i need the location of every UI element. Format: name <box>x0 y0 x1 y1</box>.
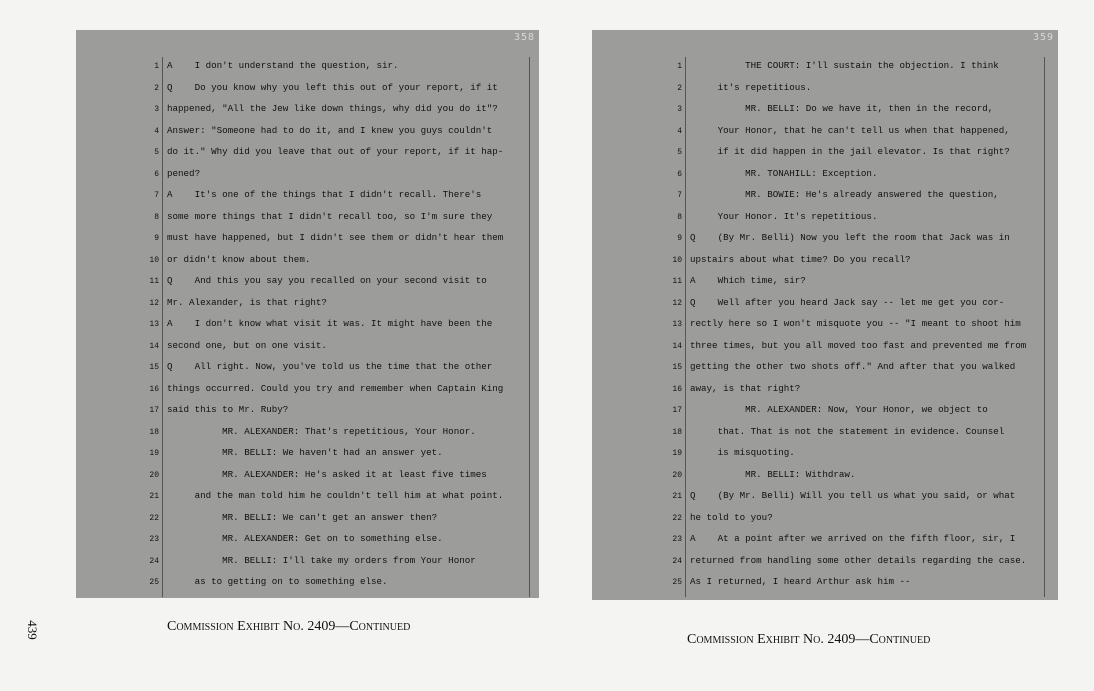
line-text: MR. TONAHILL: Exception. <box>690 167 878 179</box>
transcript-line <box>677 229 1044 251</box>
transcript-line <box>149 315 529 337</box>
line-text: MR. BELLI: Do we have it, then in the record, <box>690 103 994 114</box>
line-text: away, is that right? <box>690 382 801 394</box>
right-transcript-page <box>592 30 1058 600</box>
line-number: 14 <box>672 341 682 351</box>
transcript-line <box>149 272 529 294</box>
line-text: pened? <box>167 167 201 179</box>
line-text: if it did happen in the jail elevator. Is that right? <box>690 146 1010 157</box>
line-text: getting the other two shots off." And after that you walked <box>690 361 1016 372</box>
line-text: A It's one of the things that I didn't recall. There's <box>167 189 482 200</box>
transcript-line <box>672 530 1044 552</box>
line-text: and the man told him he couldn't tell him at what point. <box>167 490 504 501</box>
line-text: As I returned, I heard Arthur ask him -- <box>690 576 911 587</box>
line-text: A I don't understand the question, sir. <box>167 60 399 71</box>
transcript-line <box>149 401 529 423</box>
transcript-line <box>149 251 529 273</box>
transcript-line <box>149 573 529 595</box>
line-number: 14 <box>149 341 159 351</box>
line-number: 3 <box>677 105 682 114</box>
line-text: or didn't know about them. <box>167 253 311 265</box>
line-number: 8 <box>677 212 682 222</box>
line-number: 11 <box>149 277 159 286</box>
line-number: 7 <box>154 191 159 200</box>
line-text: MR. ALEXANDER: He's asked it at least five times <box>167 468 487 480</box>
line-number: 17 <box>672 406 682 415</box>
line-number: 19 <box>672 449 682 458</box>
transcript-line <box>677 122 1044 144</box>
transcript-line <box>149 444 529 466</box>
line-number: 20 <box>149 470 159 480</box>
right-caption: Commission Exhibit No. 2409—Continued <box>687 632 931 647</box>
line-number: 4 <box>677 126 682 136</box>
line-text: Q Well after you heard Jack say -- let me get you cor- <box>690 296 1005 308</box>
line-number: 11 <box>672 277 682 286</box>
transcript-line <box>154 100 529 122</box>
transcript-line <box>677 79 1044 101</box>
line-text: MR. BELLI: We haven't had an answer yet. <box>167 447 443 458</box>
transcript-line <box>154 186 529 208</box>
line-text: Your Honor. It's repetitious. <box>690 210 878 222</box>
line-text: THE COURT: I'll sustain the objection. I think <box>690 60 999 71</box>
transcript-line <box>149 530 529 552</box>
transcript-line <box>672 294 1044 316</box>
line-number: 2 <box>677 83 682 93</box>
transcript-line <box>672 251 1044 273</box>
line-text: said this to Mr. Ruby? <box>167 404 289 415</box>
line-text: MR. ALEXANDER: Get on to something else. <box>167 533 443 544</box>
transcript-line <box>149 294 529 316</box>
transcript-line <box>672 315 1044 337</box>
line-text: Q (By Mr. Belli) Now you left the room that Jack was in <box>690 232 1010 243</box>
line-number: 10 <box>149 255 159 265</box>
left-page-number: 358 <box>513 32 535 43</box>
right-page-number: 359 <box>1032 32 1054 43</box>
line-number: 16 <box>149 384 159 394</box>
line-number: 4 <box>154 126 159 136</box>
line-number: 15 <box>149 363 159 372</box>
transcript-line <box>154 208 529 230</box>
line-number: 24 <box>149 556 159 566</box>
line-number: 18 <box>149 427 159 437</box>
transcript-line <box>149 358 529 380</box>
left-caption: Commission Exhibit No. 2409—Continued <box>167 619 411 634</box>
line-text: MR. ALEXANDER: That's repetitious, Your Honor. <box>167 425 476 437</box>
line-number: 3 <box>154 105 159 114</box>
line-text: some more things that I didn't recall too, so I'm sure they <box>167 210 493 222</box>
line-text: MR. BOWIE: He's already answered the question, <box>690 189 999 200</box>
line-text: three times, but you all moved too fast and prevented me from <box>690 339 1027 351</box>
transcript-line <box>672 337 1044 359</box>
line-number: 15 <box>672 363 682 372</box>
transcript-line <box>154 79 529 101</box>
transcript-line <box>149 552 529 574</box>
side-page-number: 439 <box>24 620 40 640</box>
line-number: 24 <box>672 556 682 566</box>
transcript-line <box>149 380 529 402</box>
transcript-line <box>149 423 529 445</box>
transcript-line <box>672 552 1044 574</box>
transcript-line <box>672 487 1044 509</box>
line-text: that. That is not the statement in evidence. Counsel <box>690 425 1005 437</box>
line-text: things occurred. Could you try and remember when Captain King <box>167 382 504 394</box>
line-number: 5 <box>677 148 682 157</box>
left-transcript-page <box>76 30 539 598</box>
right-line-area <box>672 57 1045 597</box>
line-number: 6 <box>677 169 682 179</box>
transcript-line <box>677 165 1044 187</box>
line-text: MR. BELLI: We can't get an answer then? <box>167 511 438 523</box>
transcript-line <box>672 509 1044 531</box>
line-text: is misquoting. <box>690 447 795 458</box>
transcript-line <box>672 466 1044 488</box>
transcript-line <box>154 57 529 79</box>
line-number: 19 <box>149 449 159 458</box>
line-number: 2 <box>154 83 159 93</box>
line-number: 1 <box>677 62 682 71</box>
line-number: 5 <box>154 148 159 157</box>
transcript-line <box>154 143 529 165</box>
transcript-line <box>672 380 1044 402</box>
line-number: 20 <box>672 470 682 480</box>
transcript-line <box>149 487 529 509</box>
line-number: 18 <box>672 427 682 437</box>
line-text: MR. BELLI: Withdraw. <box>690 468 856 480</box>
transcript-line <box>154 122 529 144</box>
line-text: Answer: "Someone had to do it, and I knew you guys couldn't <box>167 124 493 136</box>
transcript-line <box>677 208 1044 230</box>
line-text: A Which time, sir? <box>690 275 806 286</box>
line-number: 22 <box>149 513 159 523</box>
transcript-line <box>672 573 1044 595</box>
line-number: 9 <box>677 234 682 243</box>
line-text: upstairs about what time? Do you recall? <box>690 253 911 265</box>
transcript-line <box>672 272 1044 294</box>
line-text: Your Honor, that he can't tell us when that happened, <box>690 124 1010 136</box>
line-text: as to getting on to something else. <box>167 576 388 587</box>
line-number: 25 <box>672 578 682 587</box>
transcript-line <box>677 143 1044 165</box>
line-number: 22 <box>672 513 682 523</box>
line-number: 17 <box>149 406 159 415</box>
line-text: happened, "All the Jew like down things, why did you do it"? <box>167 103 498 114</box>
transcript-line <box>672 423 1044 445</box>
transcript-line <box>677 186 1044 208</box>
line-number: 23 <box>672 535 682 544</box>
line-number: 13 <box>672 320 682 329</box>
transcript-line <box>154 165 529 187</box>
line-number: 8 <box>154 212 159 222</box>
line-text: it's repetitious. <box>690 81 812 93</box>
line-number: 1 <box>154 62 159 71</box>
line-number: 23 <box>149 535 159 544</box>
line-text: Q And this you say you recalled on your second visit to <box>167 275 487 286</box>
line-number: 16 <box>672 384 682 394</box>
line-text: Q Do you know why you left this out of your report, if it <box>167 81 498 93</box>
line-number: 13 <box>149 320 159 329</box>
line-number: 12 <box>672 298 682 308</box>
line-text: returned from handling some other details regarding the case. <box>690 554 1027 566</box>
line-text: Q (By Mr. Belli) Will you tell us what you said, or what <box>690 490 1016 501</box>
transcript-line <box>677 100 1044 122</box>
line-number: 25 <box>149 578 159 587</box>
transcript-line <box>149 337 529 359</box>
line-text: do it." Why did you leave that out of your report, if it hap- <box>167 146 504 157</box>
line-text: Mr. Alexander, is that right? <box>167 296 327 308</box>
line-number: 7 <box>677 191 682 200</box>
line-number: 6 <box>154 169 159 179</box>
line-text: A At a point after we arrived on the fifth floor, sir, I <box>690 533 1016 544</box>
line-text: MR. BELLI: I'll take my orders from Your Honor <box>167 554 476 566</box>
transcript-line <box>672 358 1044 380</box>
line-number: 21 <box>149 492 159 501</box>
transcript-line <box>149 509 529 531</box>
line-text: A I don't know what visit it was. It might have been the <box>167 318 493 329</box>
line-number: 21 <box>672 492 682 501</box>
line-text: Q All right. Now, you've told us the time that the other <box>167 361 493 372</box>
left-line-area <box>149 57 530 597</box>
transcript-line <box>672 401 1044 423</box>
line-number: 12 <box>149 298 159 308</box>
transcript-line <box>154 229 529 251</box>
line-number: 9 <box>154 234 159 243</box>
transcript-line <box>672 444 1044 466</box>
transcript-line <box>149 466 529 488</box>
transcript-line <box>677 57 1044 79</box>
line-text: rectly here so I won't misquote you -- "I meant to shoot him <box>690 318 1021 329</box>
line-text: must have happened, but I didn't see them or didn't hear them <box>167 232 504 243</box>
line-text: MR. ALEXANDER: Now, Your Honor, we object to <box>690 404 988 415</box>
line-number: 10 <box>672 255 682 265</box>
line-text: he told to you? <box>690 511 773 523</box>
line-text: second one, but on one visit. <box>167 339 327 351</box>
